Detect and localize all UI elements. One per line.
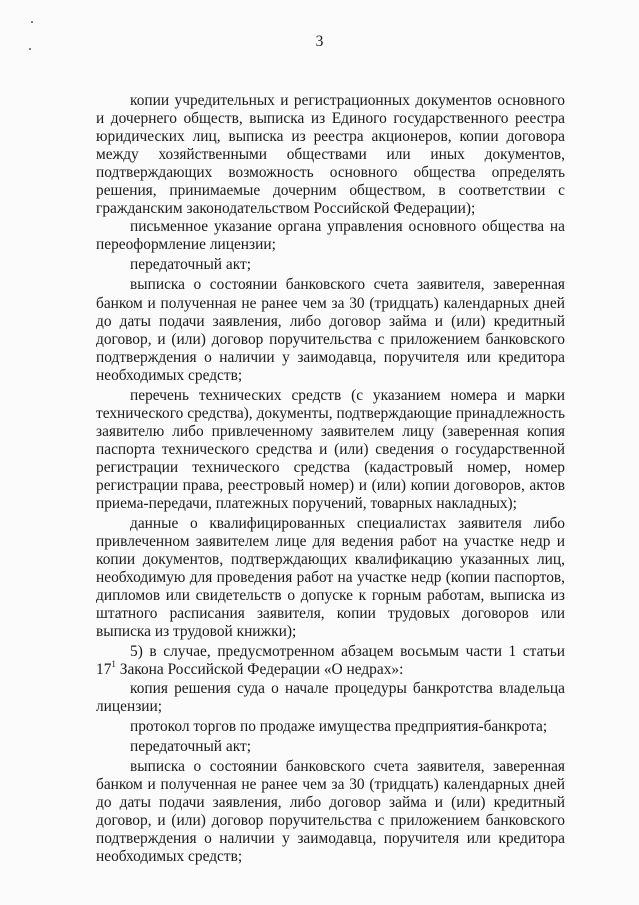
page-number: 3	[315, 33, 324, 50]
item-5-law: Закона Российской Федерации «О недрах»:	[115, 661, 404, 679]
paragraph: письменное указание органа управления основного общества на переоформление лицензии;	[96, 218, 565, 254]
paragraph: передаточный акт;	[130, 256, 251, 274]
paragraph: копии учредительных и регистрационных документов основного и дочернего обществ, выписка из Единого государственного реестра юридических лиц, выписка из реестра акционеров, копии договора между хозяйственными обществами или иных документов, подтверждающих возможность основного общества определять решения, принимаемые дочерним обществом, в соответствии с гражданским законодательством Российской Федерации);	[96, 92, 565, 218]
paragraph: данные о квалифицированных специалистах заявителя либо привлеченном заявителем лице для ведения работ на участке недр и копии документов, подтверждающих квалификацию указанных лиц, необходимую для проведения работ на участке недр (копии паспортов, дипломов или свидетельств о допуске к горным работам, выписка из штатного расписания заявителя, копии трудовых договоров или выписка из трудовой книжки);	[96, 515, 565, 641]
paragraph: выписка о состоянии банковского счета заявителя, заверенная банком и полученная не ранее чем за 30 (тридцать) календарных дней до даты подачи заявления, либо договор займа и (или) кредитный договор, и (или) договор поручительства с приложением банковского подтверждения о наличии у заимодавца, поручителя или кредитора необходимых средств;	[96, 276, 565, 384]
item-5-text: 5) в случае, предусмотренном абзацем восьмым части 1 статьи 17	[96, 643, 565, 679]
paragraph: выписка о состоянии банковского счета заявителя, заверенная банком и полученная не ранее чем за 30 (тридцать) календарных дней до даты подачи заявления, либо договор займа и (или) кредитный договор, и (или) договор поручительства с приложением банковского подтверждения о наличии у заимодавца, поручителя или кредитора необходимых средств;	[96, 757, 565, 865]
superscript: 1	[111, 659, 116, 670]
item-5-paragraph	[96, 643, 565, 679]
paragraph: перечень технических средств (с указанием номера и марки технического средства), документы, подтверждающие принадлежность заявителю либо привлеченному заявителем лицу (заверенная копия паспорта технического средства и (или) сведения о государственной регистрации технического средства (кадастровый номер, номер регистрации права, реестровый номер) и (или) копии договоров, актов приема-передачи, платежных поручений, товарных накладных);	[96, 386, 565, 513]
paragraph: протокол торгов по продаже имущества предприятия-банкрота;	[130, 717, 548, 735]
document-body	[96, 92, 565, 866]
paragraph: передаточный акт;	[130, 737, 251, 755]
paragraph: копия решения суда о начале процедуры банкротства владельца лицензии;	[96, 679, 565, 715]
